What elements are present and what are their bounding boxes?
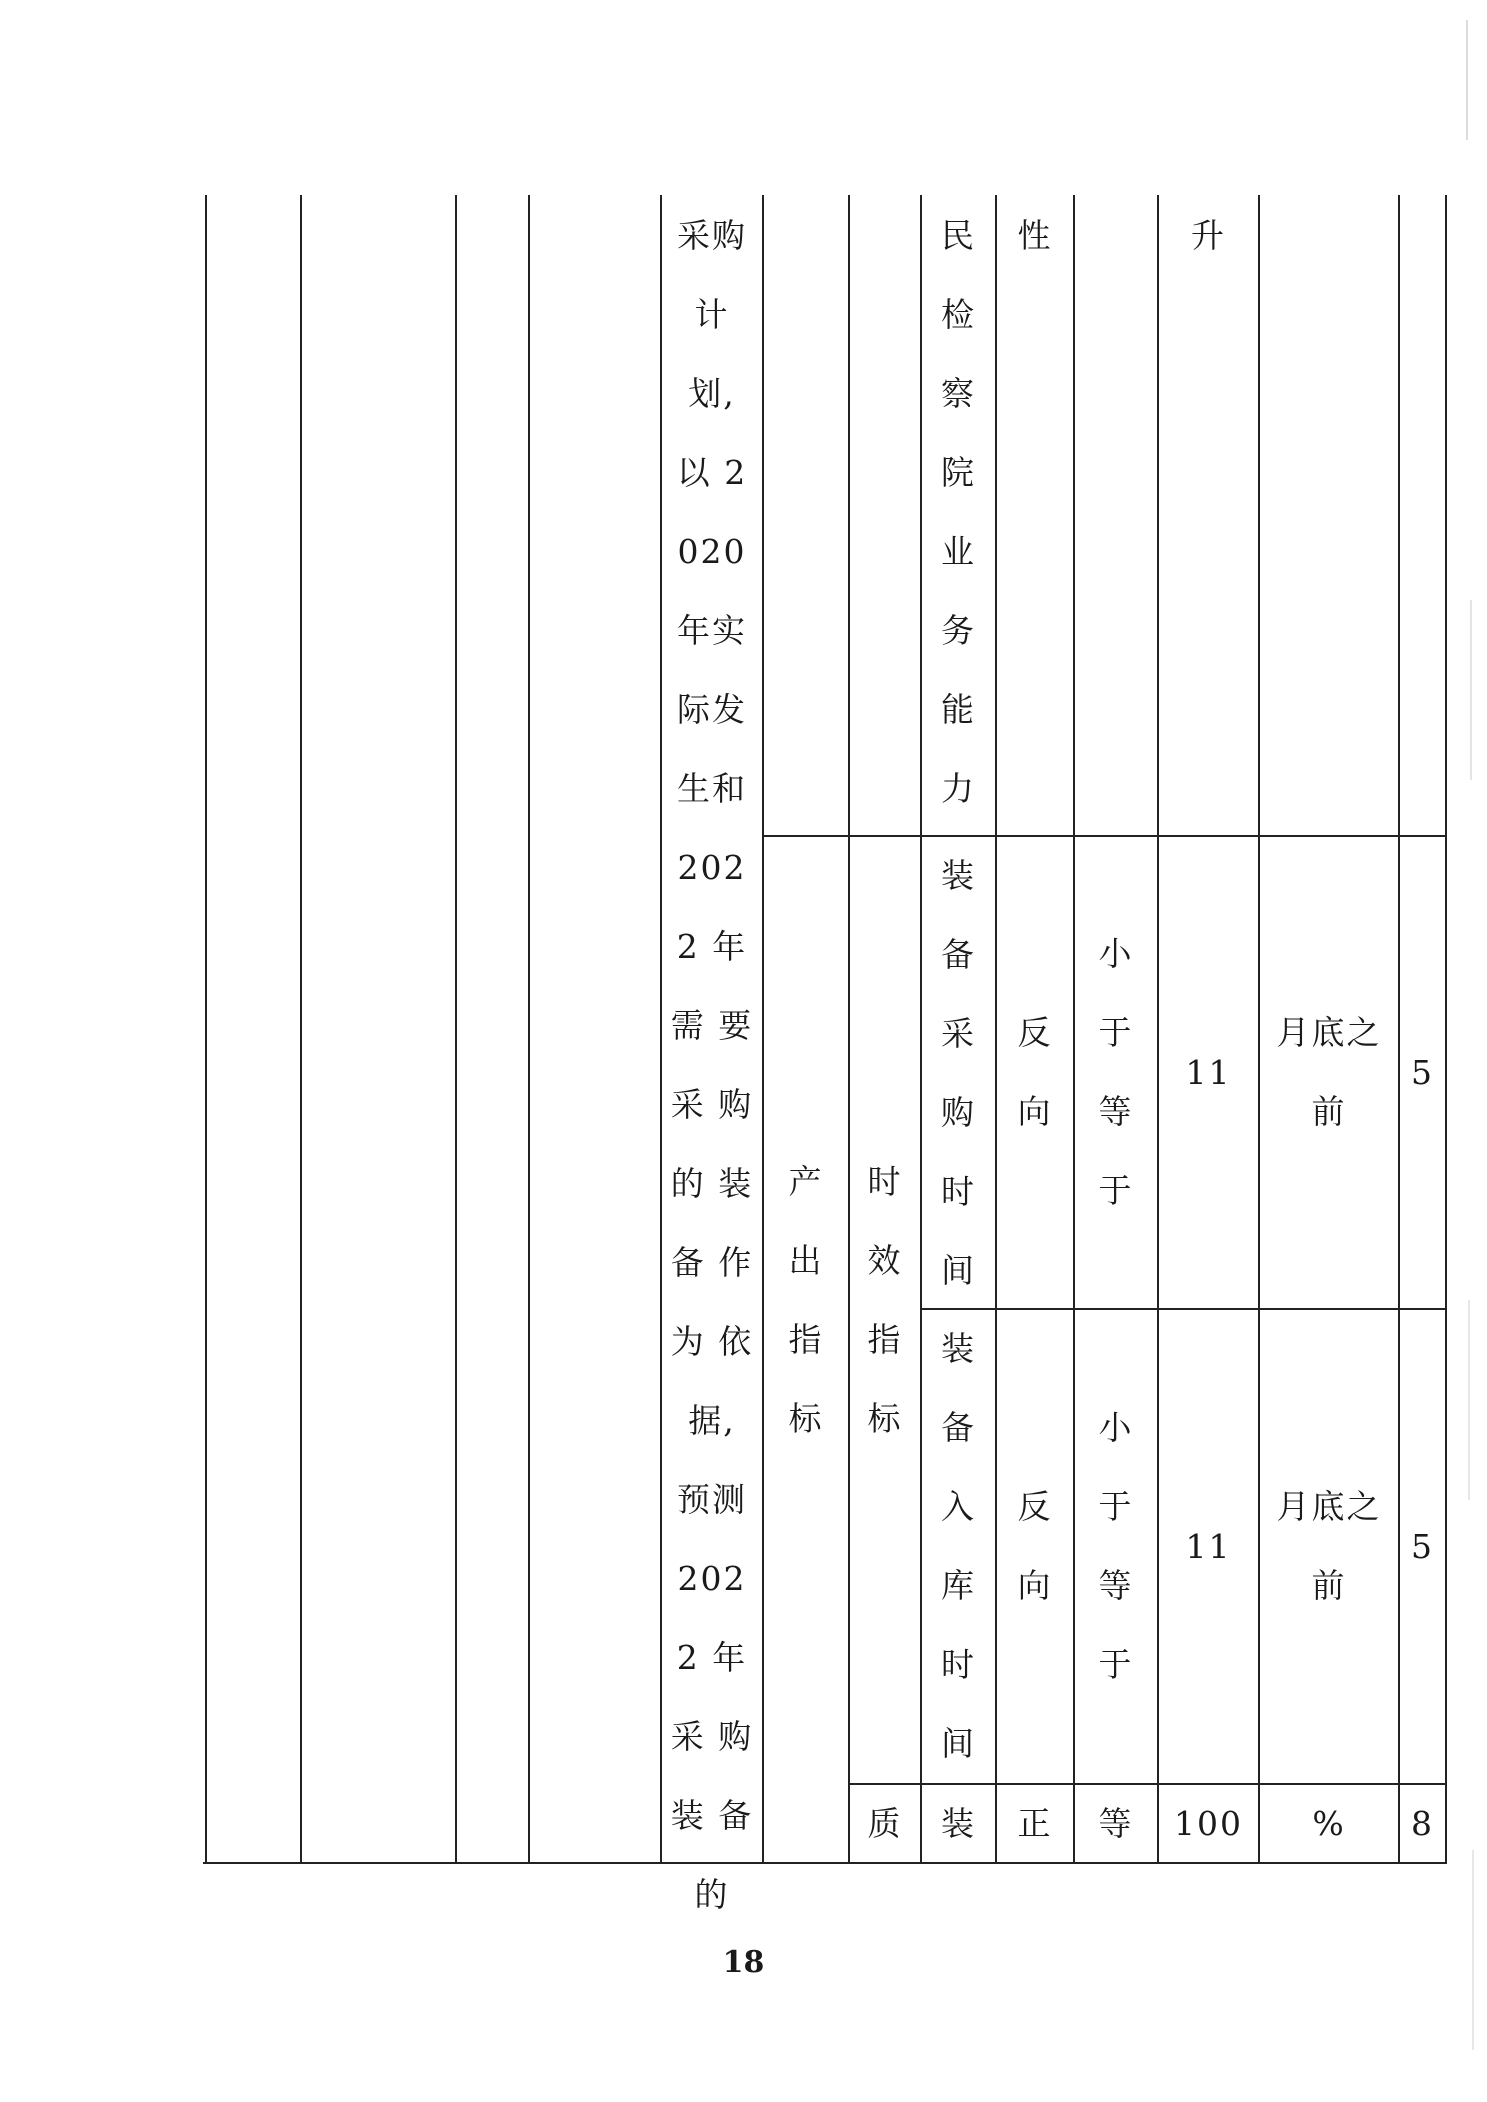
subcategory-cell	[850, 1100, 920, 1500]
row2-operator-cell	[1075, 836, 1157, 1308]
row2-score: 5	[1411, 1052, 1434, 1092]
row4-unit-cell	[1260, 1784, 1398, 1862]
row3-score-cell	[1400, 1309, 1445, 1783]
col-line-14	[1445, 195, 1447, 1863]
col-line-2	[300, 195, 302, 1863]
row2-direction: 反 向	[1017, 1013, 1053, 1131]
row4-direction-cell	[997, 1784, 1073, 1862]
row4-operator: 等	[1098, 1803, 1134, 1843]
subcategory-text: 时 效 指 标	[867, 1162, 903, 1438]
basis-cell	[662, 196, 762, 1914]
category-text: 产 出 指 标	[788, 1162, 824, 1438]
row3-name-cell	[922, 1309, 995, 1783]
row4-direction: 正	[1017, 1803, 1053, 1843]
row4-unit: %	[1312, 1803, 1346, 1843]
row1-value-cell	[1159, 196, 1258, 835]
row2-value: 11	[1185, 1052, 1232, 1092]
row4-value-cell	[1159, 1784, 1258, 1862]
row3-unit-cell	[1260, 1309, 1398, 1783]
row2-name-cell	[922, 836, 995, 1308]
row2-operator: 小 于 等 于	[1098, 934, 1134, 1210]
row1-name: 民 检 察 院 业 务 能 力	[941, 216, 976, 808]
row4-score: 8	[1411, 1803, 1434, 1843]
col-line-4	[528, 195, 530, 1863]
col-line-3	[455, 195, 457, 1863]
row3-value-cell	[1159, 1309, 1258, 1783]
category-cell	[764, 1100, 848, 1500]
row3-direction-cell	[997, 1309, 1073, 1783]
row3-operator-cell	[1075, 1309, 1157, 1783]
scan-artifact	[1468, 1300, 1470, 1500]
row1-value: 升	[1191, 216, 1226, 255]
row2-name: 装 备 采 购 时 间	[941, 856, 976, 1290]
row1-nature: 性	[1017, 216, 1053, 255]
row1-name-cell	[922, 196, 995, 835]
page-number: 18	[722, 1945, 765, 1980]
row2-unit-cell	[1260, 836, 1398, 1308]
row2-unit: 月底之 前	[1276, 1013, 1382, 1131]
row2-direction-cell	[997, 836, 1073, 1308]
col-line-1	[205, 195, 207, 1863]
col-line-7	[848, 195, 850, 1863]
row3-value: 11	[1185, 1526, 1232, 1566]
scan-artifact	[1470, 600, 1472, 780]
row2-value-cell	[1159, 836, 1258, 1308]
row2-score-cell	[1400, 836, 1445, 1308]
row3-score: 5	[1411, 1526, 1434, 1566]
row4-name: 装	[941, 1803, 976, 1843]
row4-value: 100	[1174, 1803, 1243, 1843]
row4-subcategory: 质	[867, 1803, 903, 1843]
scan-artifact	[1466, 20, 1468, 140]
row3-unit: 月底之 前	[1276, 1487, 1382, 1605]
row3-operator: 小 于 等 于	[1098, 1408, 1134, 1684]
col-line-6	[762, 195, 764, 1863]
row4-subcategory-cell	[850, 1784, 920, 1862]
row1-nature-cell	[997, 196, 1073, 835]
row4-name-cell	[922, 1784, 995, 1862]
scan-artifact	[1472, 1850, 1474, 2050]
table-bottom-line	[203, 1862, 1447, 1864]
row3-direction: 反 向	[1017, 1487, 1053, 1605]
row4-operator-cell	[1075, 1784, 1157, 1862]
basis-text: 采购 计 划, 以 2020 年实 际发 生和 2022 年需 要采 购的 装备 作为 依 据, 预测 2022 年采 购装 备的	[670, 216, 754, 1914]
row3-name: 装 备 入 库 时 间	[941, 1329, 976, 1763]
row4-score-cell	[1400, 1784, 1445, 1862]
